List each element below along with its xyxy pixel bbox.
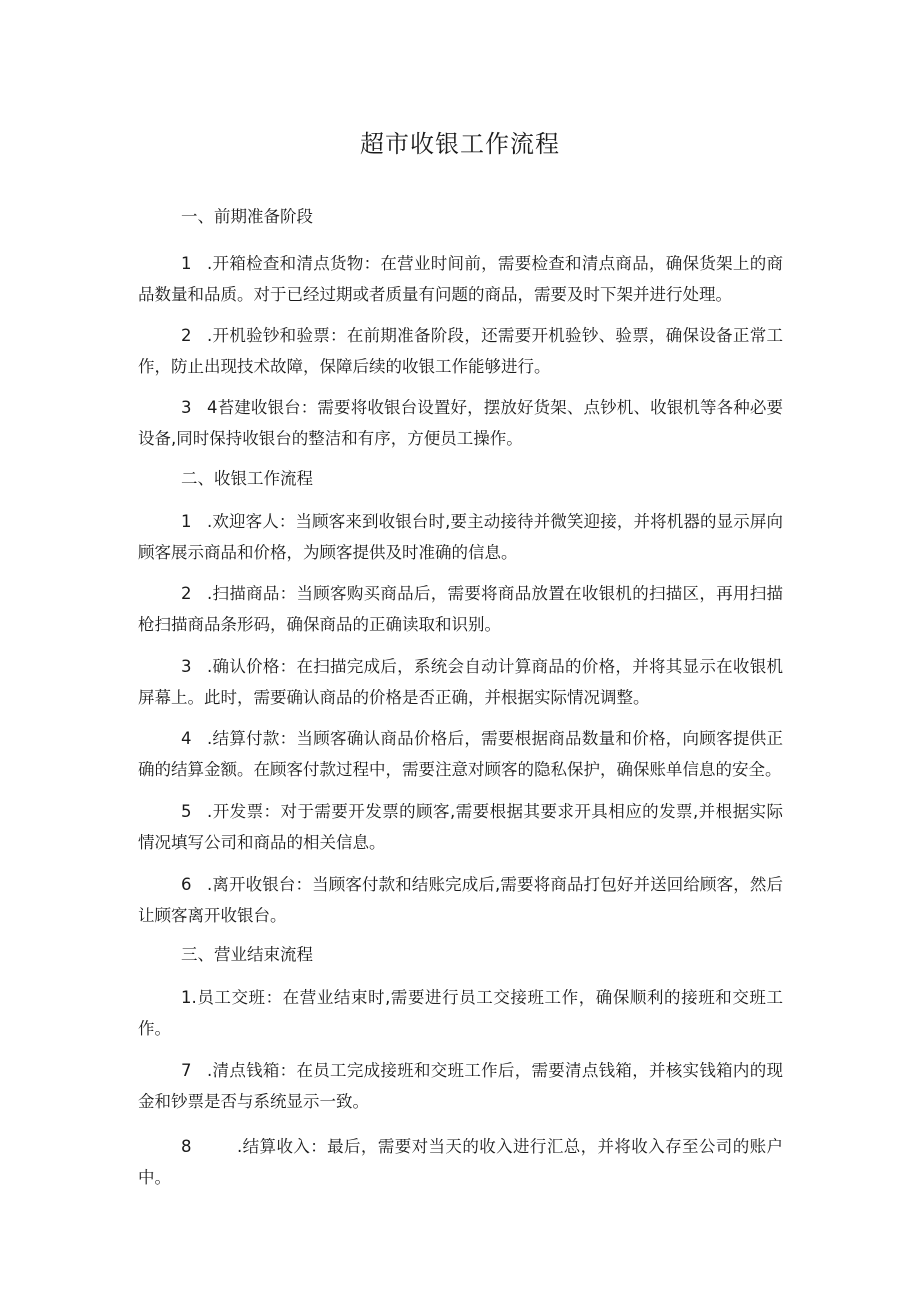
section-2-item-1 <box>138 506 783 568</box>
item-text: .欢迎客人：当顾客来到收银台时,要主动接待并微笑迎接，并将机器的显示屏向顾客展示商品和价格，为顾客提供及时准确的信息。 <box>138 512 783 562</box>
item-number: 6 <box>181 875 192 894</box>
section-1-item-2 <box>138 320 783 382</box>
item-number: 2 <box>181 326 192 345</box>
item-number: 3 <box>181 398 192 417</box>
section-2-item-3 <box>138 651 783 713</box>
section-1-item-3 <box>138 392 783 454</box>
item-text: .离开收银台：当顾客付款和结账完成后,需要将商品打包好并送回给顾客，然后让顾客离开收银台。 <box>138 875 783 925</box>
section-2-item-4 <box>138 723 783 785</box>
section-2-item-5 <box>138 796 783 858</box>
item-text: .结算付款：当顾客确认商品价格后，需要根据商品数量和价格，向顾客提供正确的结算金额。在顾客付款过程中，需要注意对顾客的隐私保护，确保账单信息的安全。 <box>138 729 783 779</box>
section-1-item-1 <box>138 248 783 310</box>
section-3-item-1 <box>138 982 783 1044</box>
item-number: 4 <box>181 729 192 748</box>
item-text: .清点钱箱：在员工完成接班和交班工作后，需要清点钱箱，并核实钱箱内的现金和钞票是否与系统显示一致。 <box>138 1061 783 1111</box>
item-text: .扫描商品：当顾客购买商品后，需要将商品放置在收银机的扫描区，再用扫描枪扫描商品条形码，确保商品的正确读取和识别。 <box>138 584 783 634</box>
section-3-item-3 <box>138 1131 783 1193</box>
item-text: .结算收入：最后，需要对当天的收入进行汇总，并将收入存至公司的账户中。 <box>138 1137 783 1187</box>
item-text: .开机验钞和验票：在前期准备阶段，还需要开机验钞、验票，确保设备正常工作，防止出现技术故障，保障后续的收银工作能够进行。 <box>138 326 783 376</box>
section-heading-1: 一、前期准备阶段 <box>181 207 313 226</box>
item-number: 8 <box>181 1137 192 1156</box>
item-number: 1 <box>181 512 192 531</box>
section-3-item-2 <box>138 1055 783 1117</box>
item-number: 2 <box>181 584 192 603</box>
section-heading-3: 三、营业结束流程 <box>181 945 313 964</box>
section-heading-2: 二、收银工作流程 <box>181 469 313 488</box>
item-number: 1 <box>181 254 192 273</box>
section-2-item-6 <box>138 869 783 931</box>
document-title: 超市收银工作流程 <box>360 130 560 158</box>
item-number: 7 <box>181 1061 192 1080</box>
item-text: .确认价格：在扫描完成后，系统会自动计算商品的价格，并将其显示在收银机屏幕上。此时，需要确认商品的价格是否正确，并根据实际情况调整。 <box>138 657 783 707</box>
item-number: 3 <box>181 657 192 676</box>
item-text: .开发票：对于需要开发票的顾客,需要根据其要求开具相应的发票,并根据实际情况填写公司和商品的相关信息。 <box>138 802 783 852</box>
section-2-item-2 <box>138 578 783 640</box>
item-text: .开箱检查和清点货物：在营业时间前，需要检查和清点商品，确保货架上的商品数量和品质。对于已经过期或者质量有问题的商品，需要及时下架并进行处理。 <box>138 254 783 304</box>
item-text: 4苔建收银台：需要将收银台设置好，摆放好货架、点钞机、收银机等各种必要设备,同时保持收银台的整洁和有序，方便员工操作。 <box>138 398 783 448</box>
item-text: 1.员工交班：在营业结束时,需要进行员工交接班工作，确保顺利的接班和交班工作。 <box>138 988 783 1038</box>
item-number: 5 <box>181 802 192 821</box>
